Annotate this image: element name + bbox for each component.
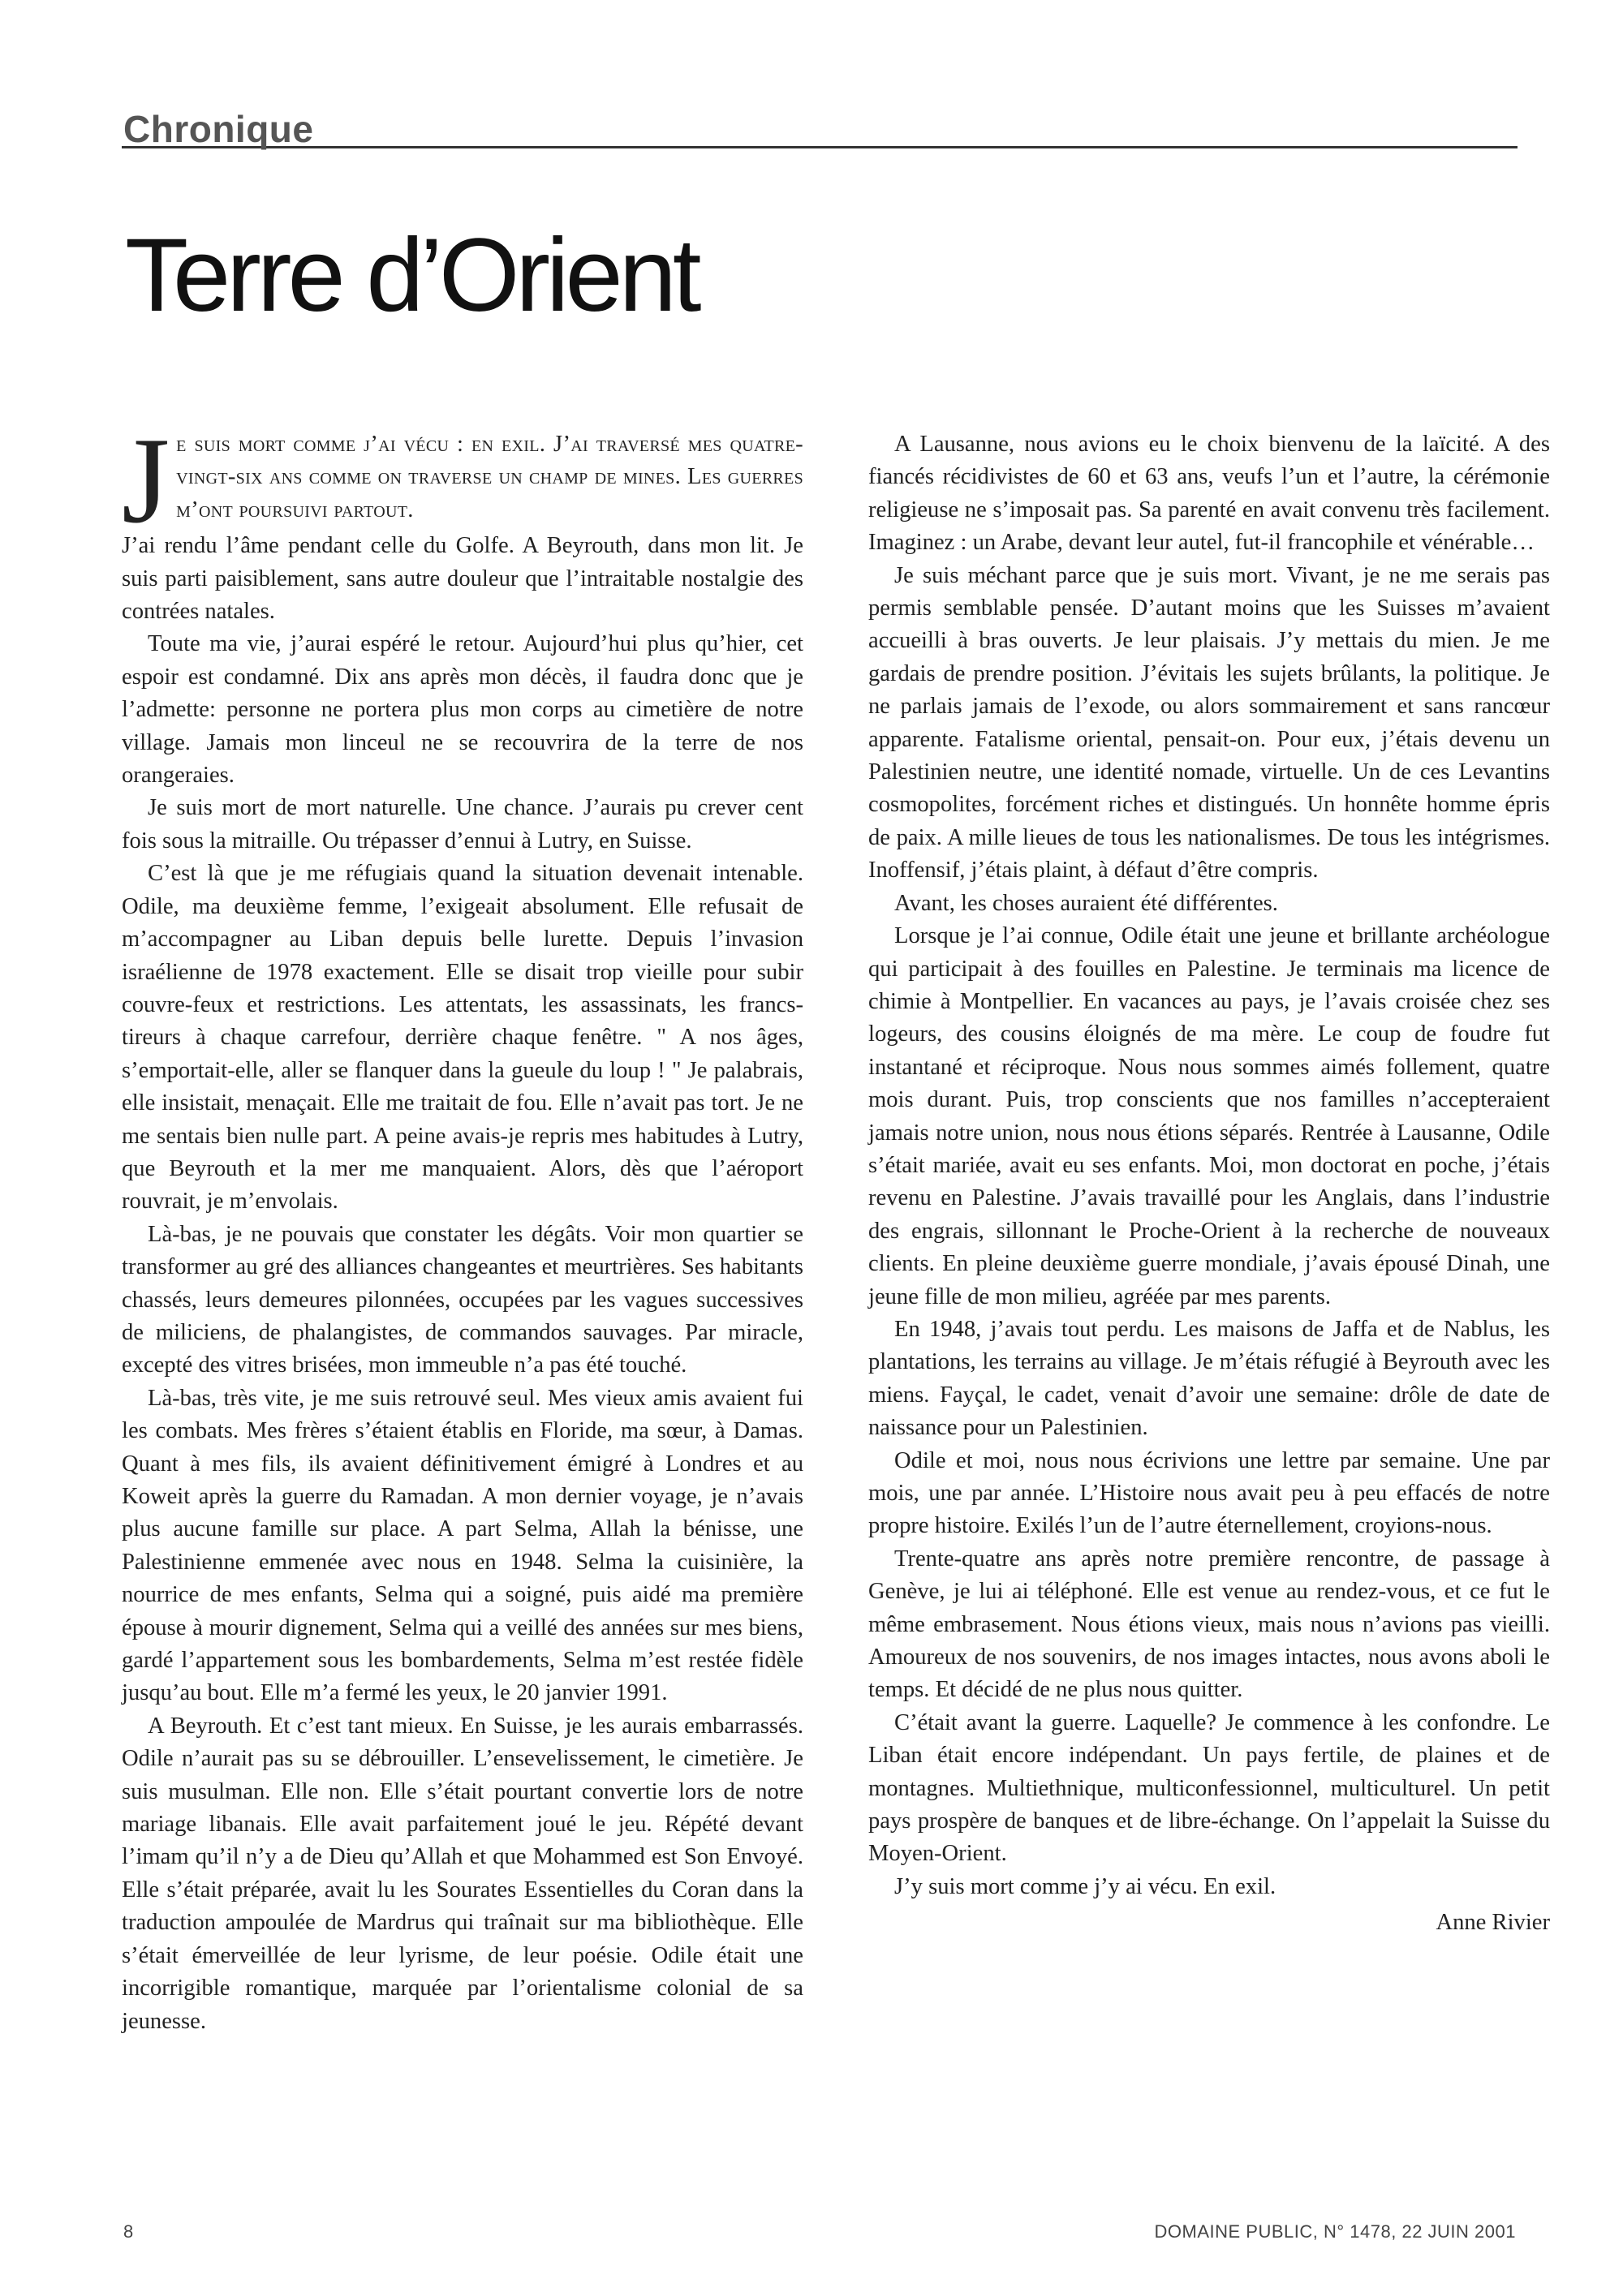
author-signature: Anne Rivier xyxy=(1436,1910,1550,1936)
page-number: 8 xyxy=(123,2221,134,2242)
drop-cap: J xyxy=(122,412,170,548)
paragraph: J’y suis mort comme j’y ai vécu. En exil. xyxy=(894,1873,1276,1899)
paragraph: Là-bas, je ne pouvais que constater les dégâts. Voir mon quartier se transformer au gré des alliances changeantes et meurtrières. Ses habitants chassés, leurs demeures pilonnées, occupées par les vagues successives de miliciens, de phalangistes, de commandos sauvages. Par miracle, excepté des vitres brisées, mon immeuble n’a pas été touché. xyxy=(122,1221,803,1378)
article-title: Terre d’Orient xyxy=(125,217,698,333)
paragraph: Toute ma vie, j’aurai espéré le retour. Aujourd’hui plus qu’hier, cet espoir est condamné. Dix ans après mon décès, il faudra donc que je l’admette: personne ne portera plus mon corps au cimetière de notre village. Jamais mon linceul ne se recouvrira de la terre de nos orangeraies. xyxy=(122,631,803,789)
paragraph: Odile et moi, nous nous écrivions une lettre par semaine. Une par mois, une par année. L’Histoire nous avait peu à peu effacés de notre propre histoire. Exilés l’un de l’autre éternellement, croyions-nous. xyxy=(868,1447,1550,1539)
paragraph: A Lausanne, nous avions eu le choix bienvenu de la laïcité. A des fiancés récidivistes de 60 et 63 ans, veufs l’un et l’autre, la cérémonie religieuse ne s’imposait pas. Sa parenté en avait convenu très facilement. Imaginez : un Arabe, devant leur autel, fut-il francophile et vénérable… xyxy=(868,432,1550,556)
section-header xyxy=(122,102,1518,148)
paragraph: Là-bas, très vite, je me suis retrouvé seul. Mes vieux amis avaient fui les combats. Mes frères s’étaient établis en Floride, ma sœur, à Damas. Quant à mes fils, ils avaient définitivement émigré à Londres et au Koweit après la guerre du Ramadan. A mon dernier voyage, je n’avais plus aucune famille sur place. A part Selma, Allah la bénisse, une Palestinienne emmenée avec nous en 1948. Selma la cuisinière, la nourrice de mes enfants, Selma qui a soigné, puis aidé ma première épouse à mourir dignement, Selma qui a veillé des années sur mes biens, gardé l’appartement sous les bombardements, Selma m’est restée fidèle jusqu’au bout. Elle m’a fermé les yeux, le 20 janvier 1991. xyxy=(122,1385,803,1706)
paragraph: Lorsque je l’ai connue, Odile était une jeune et brillante archéologue qui participait à des fouilles en Palestine. Je terminais ma licence de chimie à Montpellier. En vacances au pays, je l’avais croisée chez ses logeurs, des cousins éloignés de ma mère. Le coup de foudre fut instantané et réciproque. Nous nous sommes aimés follement, quatre mois durant. Puis, trop conscients que nos familles n’accepteraient jamais notre union, nous nous étions séparés. Rentrée à Lausanne, Odile s’était mariée, avait eu ses enfants. Moi, mon doctorat en poche, j’étais revenu en Palestine. J’avais travaillé pour les Anglais, dans l’industrie des engrais, sillonnant le Proche-Orient à la recherche de nouveaux clients. En pleine deuxième guerre mondiale, j’avais épousé Dinah, une jeune fille de mon milieu, agréée par mes parents. xyxy=(868,923,1550,1309)
paragraph: C’est là que je me réfugiais quand la situation devenait intenable. Odile, ma deuxième femme, l’exigeait absolument. Elle refusait de m’accompagner au Liban depuis belle lurette. Depuis l’invasion israélienne de 1978 exactement. Elle se disait trop vieille pour subir couvre-feux et restrictions. Les attentats, les assassinats, les francs-tireurs à chaque carrefour, derrière chaque fenêtre. " A nos âges, s’emportait-elle, aller se flanquer dans la gueule du loup ! " Je palabrais, elle insistait, menaçait. Elle me traitait de fou. Elle n’avait pas tort. Je ne me sentais bien nulle part. A peine avais-je repris mes habitudes à Lutry, que Beyrouth et la mer me manquaient. Alors, dès que l’aéroport rouvrait, je m’envolais. xyxy=(122,861,803,1215)
paragraph: Je suis méchant parce que je suis mort. Vivant, je ne me serais pas permis semblable pensée. D’autant moins que les Suisses m’avaient accueilli à bras ouverts. Je leur plaisais. J’y mettais du mien. Je me gardais de prendre position. J’évitais les sujets brûlants, la politique. Je ne parlais jamais de l’exode, ou alors sommairement et sans rancœur apparente. Fatalisme oriental, pensait-on. Pour eux, j’étais devenu un Palestinien neutre, une identité nomade, virtuelle. Un de ces Levantins cosmopolites, forcément riches et distingués. Un honnête homme épris de paix. A mille lieues de tous les nationalismes. De tous les intégrismes. Inoffensif, j’étais plaint, à défaut d’être compris. xyxy=(868,562,1550,884)
section-label: Chronique xyxy=(123,108,314,150)
article-column-left xyxy=(122,412,803,2038)
paragraph: En 1948, j’avais tout perdu. Les maisons de Jaffa et de Nablus, les plantations, les terrains au village. Je m’étais réfugié à Beyrouth avec les miens. Fayçal, le cadet, venait d’avoir une semaine: drôle de date de naissance pour un Palestinien. xyxy=(868,1316,1550,1441)
paragraph: A Beyrouth. Et c’est tant mieux. En Suisse, je les aurais embarrassés. Odile n’aurait pas su se débrouiller. L’ensevelissement, le cimetière. Je suis musulman. Elle non. Elle s’était pourtant convertie lors de notre mariage libanais. Elle avait parfaitement joué le jeu. Répété devant l’imam qu’il n’y a de Dieu qu’Allah et que Mohammed est Son Envoyé. Elle s’était préparée, avait lu les Sourates Essentielles du Coran dans la traduction ampoulée de Mardrus qui traînait sur ma bibliothèque. Elle s’était émerveillée de leur lyrisme, de leur poésie. Odile était une incorrigible romantique, marquée par l’orientalisme colonial de sa jeunesse. xyxy=(122,1713,803,2034)
article-column-right xyxy=(868,428,1550,1940)
paragraph: J’ai rendu l’âme pendant celle du Golfe. A Beyrouth, dans mon lit. Je suis parti paisiblement, sans autre douleur que l’intraitable nostalgie des contrées natales. xyxy=(122,533,803,625)
paragraph: Avant, les choses auraient été différentes. xyxy=(894,890,1278,916)
lead-text: e suis mort comme j’ai vécu : en exil. J’ai traversé mes quatre-vingt-six ans comme on traverse un champ de mines. Les guerres m’ont poursuivi partout. xyxy=(176,432,803,522)
paragraph: C’était avant la guerre. Laquelle? Je commence à les confondre. Le Liban était encore indépendant. Un pays fertile, de plaines et de montagnes. Multiethnique, multiconfessionnel, multiculturel. Un petit pays prospère de banques et de libre-échange. On l’appelait la Suisse du Moyen-Orient. xyxy=(868,1709,1550,1867)
paragraph: Je suis mort de mort naturelle. Une chance. J’aurais pu crever cent fois sous la mitraille. Ou trépasser d’ennui à Lutry, en Suisse. xyxy=(122,795,803,853)
paragraph: Trente-quatre ans après notre première rencontre, de passage à Genève, je lui ai téléphoné. Elle est venue au rendez-vous, et ce fut le même embrasement. Nous étions vieux, mais nous n’avions pas vieilli. Amoureux de nos souvenirs, de nos images intactes, nous avons aboli le temps. Et décidé de ne plus nous quitter. xyxy=(868,1546,1550,1703)
lead-paragraph xyxy=(122,412,803,548)
publication-info: DOMAINE PUBLIC, N° 1478, 22 JUIN 2001 xyxy=(1154,2221,1516,2242)
